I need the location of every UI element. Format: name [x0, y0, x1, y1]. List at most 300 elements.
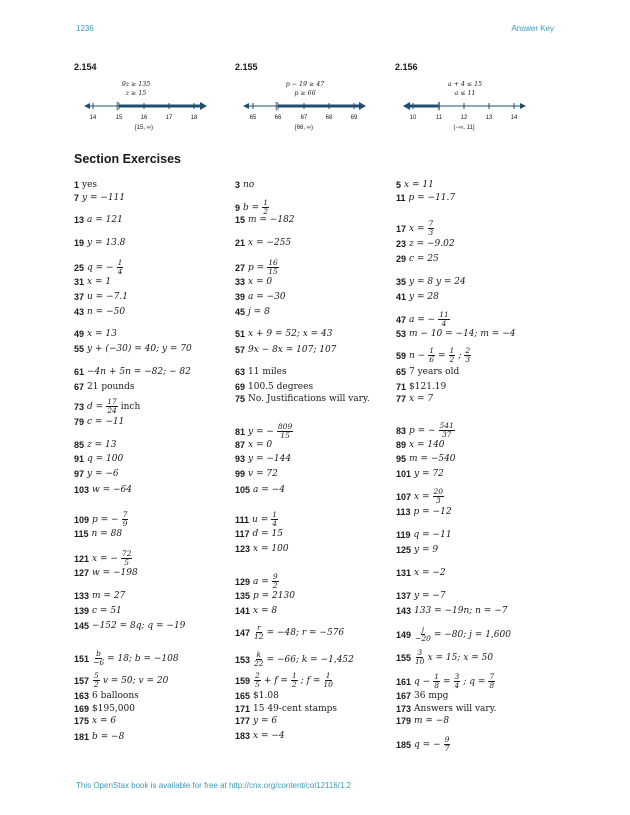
- fraction-numerator: 1: [291, 671, 297, 680]
- fraction-denominator: 24: [107, 406, 117, 415]
- answer-number: 39: [235, 292, 246, 302]
- answer-item: [235, 731, 285, 741]
- answer-text: ;: [458, 350, 462, 361]
- answer-text: q = −: [87, 262, 114, 273]
- fraction-denominator: 8: [434, 681, 439, 690]
- answer-number: 159: [235, 675, 251, 686]
- fraction-denominator: 7: [444, 744, 450, 753]
- answer-text: u =: [252, 514, 269, 525]
- answer-text: x = −255: [248, 238, 292, 248]
- answer-number: 113: [396, 507, 411, 517]
- fraction-numerator: 20: [433, 487, 444, 496]
- answer-text: x = −: [92, 553, 118, 564]
- answer-number: 43: [74, 307, 85, 317]
- answer-text: w = −64: [92, 485, 132, 495]
- number-line-2: [243, 98, 367, 114]
- fraction-numerator: 16: [268, 258, 278, 267]
- answer-item: [74, 307, 125, 317]
- answer-text: = −66; k = −1,452: [266, 654, 354, 665]
- answer-item: [235, 199, 270, 216]
- answer-item: [74, 606, 122, 616]
- fraction-numerator: 9: [272, 572, 278, 581]
- answer-text: y = −144: [248, 454, 292, 464]
- answer-text: n = 88: [91, 529, 123, 539]
- answer-text: x = 13: [87, 329, 117, 339]
- answer-text: y = 6: [253, 716, 278, 726]
- fraction-numerator: 1: [449, 346, 455, 355]
- answer-number: 165: [235, 691, 251, 701]
- answer-item: [396, 568, 446, 578]
- answer-number: 151: [74, 653, 90, 664]
- answer-text: inch: [120, 401, 141, 412]
- inequality-step-2: a ≤ 11: [454, 90, 476, 97]
- answer-item: [396, 329, 515, 339]
- answer-text: x = 11: [404, 180, 434, 190]
- answer-number: 19: [74, 238, 85, 248]
- answer-item: [74, 193, 125, 203]
- answer-text: a = 121: [87, 215, 123, 225]
- answer-number: 81: [235, 426, 246, 437]
- answer-item: [74, 215, 123, 225]
- answer-item: [396, 347, 472, 364]
- fraction: [271, 511, 278, 528]
- fraction-denominator: 8: [489, 681, 495, 690]
- answer-text: p = −: [409, 425, 436, 436]
- inequality-step-1: a + 4 ≤ 15: [447, 81, 483, 88]
- fraction-numerator: 7: [122, 510, 128, 519]
- answer-number: 9: [235, 202, 241, 213]
- answer-text: a = −30: [248, 292, 286, 302]
- answer-item: [74, 691, 139, 701]
- tick-label: 13: [485, 115, 493, 121]
- answer-item: [235, 345, 336, 355]
- fraction-denominator: 2: [449, 355, 455, 364]
- fraction: [254, 651, 264, 668]
- answer-item: [74, 550, 133, 567]
- fraction-denominator: 2: [291, 680, 297, 689]
- answer-number: 71: [396, 382, 407, 392]
- fraction: [454, 673, 461, 690]
- answer-text: a = −: [409, 314, 436, 325]
- fraction: [415, 626, 431, 643]
- answer-item: [235, 180, 254, 190]
- answer-text: p = 2130: [253, 591, 295, 601]
- answer-text: x = 7: [409, 394, 434, 404]
- answer-number: 175: [74, 716, 90, 726]
- answer-text: q = 100: [87, 454, 124, 464]
- answer-item: [235, 259, 280, 276]
- answer-text: a = −4: [253, 485, 285, 495]
- answer-text: 7 years old: [409, 367, 460, 377]
- answer-item: [396, 254, 439, 264]
- answer-item: [235, 651, 354, 668]
- answer-item: [74, 277, 111, 287]
- answer-number: 163: [74, 691, 90, 701]
- answer-number: 7: [74, 193, 80, 203]
- answer-item: [396, 180, 434, 190]
- answer-item: [235, 329, 332, 339]
- answer-number: 67: [74, 382, 85, 392]
- answer-item: [74, 259, 124, 276]
- answer-text: j = 8: [248, 307, 270, 317]
- answer-item: [235, 423, 294, 440]
- fraction: [488, 673, 495, 690]
- fraction-denominator: 4: [454, 681, 460, 690]
- answer-text: = −80; j = 1,600: [433, 629, 511, 640]
- answer-number: 27: [235, 262, 246, 273]
- answer-text: y = 13.8: [87, 238, 126, 248]
- answer-text: −152 = 8q; q = −19: [92, 621, 186, 631]
- fraction: [433, 673, 440, 690]
- inequality-step-2: z ≥ 15: [125, 90, 147, 97]
- answer-item: [235, 544, 289, 554]
- answer-number: 111: [235, 514, 250, 525]
- answer-number: 145: [74, 621, 90, 631]
- fraction: [291, 672, 298, 689]
- answer-item: [74, 329, 117, 339]
- answer-text: c = 51: [92, 606, 122, 616]
- answer-text: y = 8 y = 24: [409, 277, 466, 287]
- fraction-denominator: 37: [441, 430, 452, 439]
- interval-notation: [66, ∞): [295, 125, 313, 131]
- footer-note: This OpenStax book is available for free at http://cnx.org/content/col12116/1.2: [76, 781, 352, 790]
- answer-item: [396, 507, 452, 517]
- answer-number: 93: [235, 454, 246, 464]
- answer-number: 149: [396, 629, 412, 640]
- answer-item: [235, 591, 295, 601]
- answer-text: v = 50; v = 20: [102, 675, 169, 686]
- answer-number: 51: [235, 329, 246, 339]
- running-head: Answer Key: [511, 24, 554, 33]
- answer-text: y = 28: [409, 292, 439, 302]
- answer-item: [74, 440, 116, 450]
- answer-number: 173: [396, 704, 412, 714]
- answer-item: [74, 238, 125, 248]
- answer-item: [235, 716, 277, 726]
- answer-number: 143: [396, 606, 412, 616]
- answer-text: w = −198: [92, 568, 138, 578]
- fraction-denominator: 2: [263, 207, 268, 216]
- answer-item: [396, 277, 466, 287]
- answer-number: 89: [396, 440, 407, 450]
- answer-text: 11 miles: [248, 367, 287, 377]
- tick-label: 68: [325, 115, 333, 121]
- fraction: [277, 423, 293, 440]
- answer-number: 157: [74, 675, 90, 686]
- answer-text: 15 49-cent stamps: [253, 704, 337, 714]
- answer-item: [396, 292, 439, 302]
- fraction-denominator: 10: [323, 680, 333, 689]
- answer-text: q −: [414, 676, 431, 687]
- fraction-numerator: 3: [454, 672, 460, 681]
- answer-number: 167: [396, 691, 412, 701]
- fraction-numerator: j: [421, 625, 425, 634]
- tick-label: 10: [409, 115, 417, 121]
- fraction-numerator: 72: [121, 549, 132, 558]
- answer-item: [74, 568, 138, 578]
- answer-item: [235, 529, 283, 539]
- answer-number: 183: [235, 731, 251, 741]
- answer-item: [396, 673, 496, 690]
- fraction-numerator: b: [96, 649, 101, 658]
- fraction-numerator: 9: [444, 735, 450, 744]
- answer-text: x = 100: [253, 544, 289, 554]
- answer-text: ; q =: [463, 676, 486, 687]
- answer-text: p = −: [92, 514, 119, 525]
- answer-text: $1.08: [253, 691, 279, 701]
- answer-number: 77: [396, 394, 407, 404]
- answer-item: [396, 649, 493, 666]
- fraction-numerator: 809: [277, 422, 293, 431]
- answer-number: 3: [235, 180, 241, 190]
- answer-text: x = 8: [253, 606, 278, 616]
- fraction: [439, 422, 455, 439]
- fraction-denominator: 15: [268, 267, 278, 276]
- fraction: [106, 398, 118, 415]
- answer-item: [74, 367, 191, 377]
- answer-text: 6 balloons: [92, 691, 139, 701]
- answer-number: 101: [396, 469, 412, 479]
- answer-number: 133: [74, 591, 90, 601]
- answer-number: 103: [74, 485, 90, 495]
- answer-item: [235, 454, 291, 464]
- answer-text: u = −7.1: [87, 292, 128, 302]
- answer-text: z = 13: [87, 440, 117, 450]
- tick-label: 14: [89, 115, 97, 121]
- answer-number: 169: [74, 704, 90, 714]
- fraction-denominator: 10: [415, 657, 425, 666]
- answer-text: p = −12: [413, 507, 452, 517]
- answer-number: 41: [396, 292, 407, 302]
- fraction-denominator: 15: [280, 431, 290, 440]
- answer-item: [396, 530, 452, 540]
- answer-number: 125: [396, 545, 412, 555]
- answer-text: b =: [243, 202, 260, 213]
- answer-item: [396, 591, 446, 601]
- answer-item: [235, 606, 277, 616]
- answer-item: [235, 485, 285, 495]
- answer-item: [74, 716, 116, 726]
- answer-number: 33: [235, 277, 246, 287]
- answer-number: 127: [74, 568, 90, 578]
- answer-text: y = −6: [87, 469, 119, 479]
- answer-number: 153: [235, 654, 251, 665]
- answer-text: m = −8: [414, 716, 450, 726]
- fraction: [428, 220, 435, 237]
- fraction-denominator: 22: [254, 659, 264, 668]
- answer-item: [74, 454, 123, 464]
- answer-number: 73: [74, 401, 85, 412]
- answer-number: 61: [74, 367, 85, 377]
- answer-number: 177: [235, 716, 251, 726]
- answer-number: 45: [235, 307, 246, 317]
- answer-number: 79: [74, 417, 85, 427]
- tick-label: 66: [274, 115, 282, 121]
- answer-number: 87: [235, 440, 246, 450]
- tick-label: 67: [300, 115, 308, 121]
- answer-text: q = −: [414, 739, 441, 750]
- fraction-numerator: 2: [465, 346, 471, 355]
- answer-number: 161: [396, 676, 412, 687]
- fraction-numerator: k: [256, 650, 262, 659]
- answer-text: q = −11: [413, 530, 452, 540]
- answer-number: 131: [396, 568, 412, 578]
- answer-text: d = 15: [252, 529, 284, 539]
- answer-item: [235, 469, 278, 479]
- fraction-denominator: 12: [254, 632, 264, 641]
- answer-item: [235, 394, 370, 404]
- tick-label: 11: [435, 115, 443, 121]
- fraction-numerator: 5: [94, 671, 99, 680]
- answer-text: $121.19: [409, 382, 447, 392]
- answer-item: [74, 398, 140, 415]
- answer-item: [396, 716, 449, 726]
- problem-number: 2.155: [235, 62, 258, 72]
- answer-item: [74, 732, 124, 742]
- answer-number: 55: [74, 344, 85, 354]
- fraction-numerator: r: [257, 623, 261, 632]
- answer-item: [74, 621, 185, 631]
- answer-item: [74, 417, 124, 427]
- answer-item: [396, 440, 445, 450]
- answer-text: x = −2: [414, 568, 446, 578]
- answer-text: 9x − 8x = 107; 107: [248, 345, 337, 355]
- fraction: [122, 511, 129, 528]
- answer-item: [235, 277, 272, 287]
- fraction: [433, 488, 445, 505]
- answer-text: x = 15; x = 50: [427, 652, 494, 663]
- answer-number: 1: [74, 180, 80, 190]
- fraction-denominator: 5: [255, 680, 260, 689]
- svg-text:[: [: [275, 102, 279, 112]
- fraction: [415, 649, 425, 666]
- tick-label: 17: [165, 115, 173, 121]
- tick-label: 16: [140, 115, 148, 121]
- fraction-denominator: 6: [429, 355, 434, 364]
- answer-number: 115: [74, 529, 89, 539]
- answer-number: 129: [235, 576, 251, 587]
- answer-item: [396, 367, 459, 377]
- answer-text: v = 72: [248, 469, 278, 479]
- tick-label: 15: [115, 115, 123, 121]
- answer-item: [396, 736, 451, 753]
- answer-text: y + (−30) = 40; y = 70: [87, 344, 192, 354]
- answer-number: 25: [74, 262, 85, 273]
- fraction: [449, 347, 456, 364]
- answer-number: 15: [235, 215, 246, 225]
- fraction-numerator: 1: [434, 672, 439, 681]
- answer-text: a =: [253, 576, 269, 587]
- answer-text: c = 25: [409, 254, 439, 264]
- fraction-denominator: −6: [93, 658, 105, 667]
- fraction-denominator: 2: [94, 680, 99, 689]
- answer-text: = 18; b = −108: [107, 653, 179, 664]
- fraction: [444, 736, 451, 753]
- answer-number: 95: [396, 454, 407, 464]
- answer-text: =: [442, 676, 451, 687]
- answer-item: [235, 238, 291, 248]
- answer-item: [396, 382, 446, 392]
- interval-notation: (−∞, 11]: [453, 125, 475, 131]
- fraction-numerator: 2: [255, 671, 260, 680]
- answer-text: no: [243, 180, 255, 190]
- answer-item: [74, 529, 122, 539]
- fraction: [464, 347, 471, 364]
- inequality-step-2: p ≥ 66: [294, 90, 316, 97]
- answer-text: y = −111: [82, 193, 126, 203]
- fraction-numerator: 1: [272, 510, 278, 519]
- fraction-denominator: 9: [122, 519, 128, 528]
- answer-text: c = −11: [87, 417, 125, 427]
- answer-number: 97: [74, 469, 85, 479]
- answer-number: 123: [235, 544, 251, 554]
- answer-item: [396, 311, 451, 328]
- answer-text: 133 = −19n; n = −7: [414, 606, 508, 616]
- fraction: [262, 199, 269, 216]
- fraction-numerator: 1: [117, 258, 123, 267]
- answer-number: 13: [74, 215, 85, 225]
- answer-number: 47: [396, 314, 407, 325]
- answer-item: [74, 469, 119, 479]
- answer-item: [396, 239, 455, 249]
- answer-number: 109: [74, 514, 90, 525]
- answer-text: 21 pounds: [87, 382, 135, 392]
- answer-text: y = −7: [414, 591, 446, 601]
- answer-item: [396, 488, 445, 505]
- answer-item: [396, 422, 456, 439]
- answer-number: 105: [235, 485, 251, 495]
- answer-number: 83: [396, 425, 407, 436]
- answer-item: [235, 624, 344, 641]
- answer-text: n = −50: [87, 307, 126, 317]
- answer-number: 31: [74, 277, 85, 287]
- fraction-numerator: 7: [489, 672, 495, 681]
- fraction-numerator: 17: [107, 397, 117, 406]
- answer-number: 155: [396, 652, 412, 663]
- answer-text: + f =: [263, 675, 288, 686]
- answer-text: y = 72: [414, 469, 444, 479]
- answer-text: x = −4: [253, 731, 285, 741]
- answer-number: 135: [235, 591, 251, 601]
- tick-label: 69: [350, 115, 358, 121]
- answer-item: [74, 344, 192, 354]
- fraction-denominator: 4: [441, 319, 447, 328]
- answer-text: Answers will vary.: [414, 704, 497, 714]
- answer-text: =: [438, 350, 446, 361]
- answer-text: x = 0: [248, 277, 273, 287]
- answer-text: 36 mpg: [414, 691, 449, 701]
- answer-number: 185: [396, 739, 412, 750]
- answer-item: [396, 220, 435, 237]
- answer-item: [396, 394, 433, 404]
- answer-number: 59: [396, 350, 407, 361]
- answer-text: y = −: [248, 426, 274, 437]
- fraction: [267, 259, 279, 276]
- problem-number: 2.154: [74, 62, 97, 72]
- answer-item: [235, 691, 279, 701]
- answer-number: 99: [235, 469, 246, 479]
- answer-item: [396, 626, 511, 643]
- answer-item: [396, 469, 444, 479]
- answer-item: [74, 382, 134, 392]
- answer-item: [235, 704, 337, 714]
- answer-item: [396, 193, 455, 203]
- fraction-numerator: 11: [439, 310, 449, 319]
- tick-label: 12: [460, 115, 468, 121]
- answer-item: [396, 454, 456, 464]
- answer-number: 57: [235, 345, 246, 355]
- fraction-numerator: 1: [263, 198, 268, 207]
